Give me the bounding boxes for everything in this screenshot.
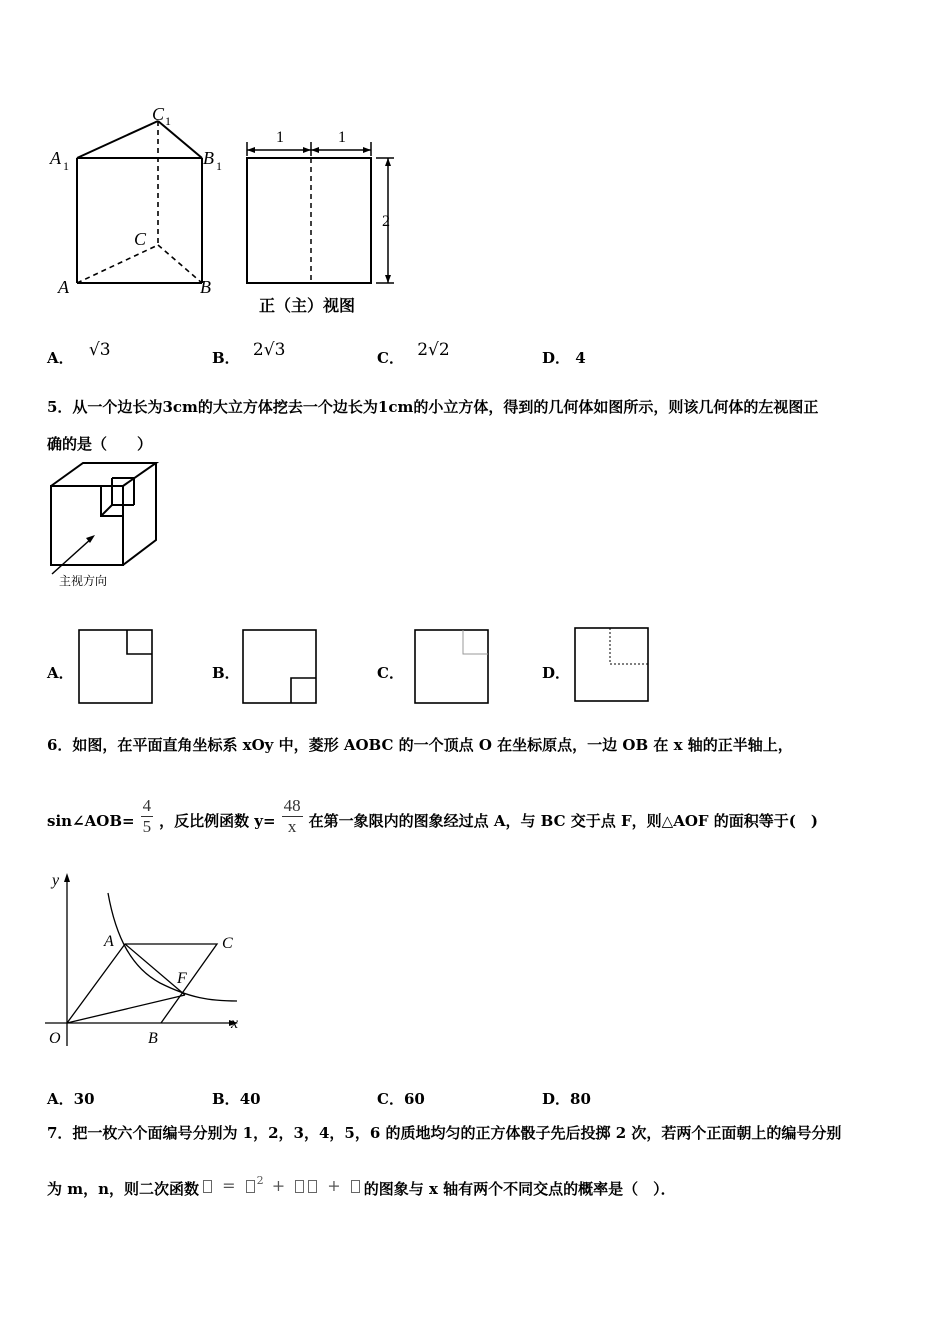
q6-option-a[interactable]	[47, 1088, 95, 1109]
fraction-4-5	[141, 796, 154, 837]
label-B1-sub: 1	[216, 159, 222, 173]
option-letter: C．	[377, 349, 404, 367]
option-value: 80	[570, 1090, 591, 1108]
q4-front-view-figure	[236, 120, 406, 320]
option-letter: A．	[47, 349, 74, 367]
q4-option-c[interactable]	[377, 340, 450, 368]
dim-height: 2	[382, 213, 390, 230]
dim-right: 1	[338, 129, 346, 146]
q5-option-d-figure	[574, 627, 650, 703]
q6-option-b[interactable]	[212, 1088, 261, 1109]
label-C1-sub: 1	[165, 114, 171, 128]
q7-question-line2	[47, 1174, 676, 1199]
option-letter: C．	[377, 664, 404, 682]
frac-numerator: 4	[142, 796, 152, 815]
q6-question-line2	[47, 796, 818, 837]
frac-denominator: 5	[142, 817, 152, 836]
q7-line2-suffix: 的图象与 x 轴有两个不同交点的概率是（ ）．	[363, 1180, 676, 1198]
axis-label-x: x	[231, 1015, 239, 1032]
option-value: 40	[239, 1090, 261, 1108]
q5-option-b-figure	[242, 629, 318, 705]
formula-plus-1: +	[271, 1175, 286, 1195]
quadratic-formula	[201, 1174, 362, 1194]
rhombus-graph	[40, 868, 250, 1053]
q4-option-b[interactable]	[212, 340, 286, 368]
option-value: 2√3	[252, 340, 286, 360]
q5-option-c-figure	[414, 629, 490, 705]
q4-prism-figure	[40, 100, 240, 300]
formula-equals: =	[222, 1175, 236, 1195]
point-A: A	[104, 933, 114, 950]
frac-numerator: 48	[283, 796, 301, 815]
option-letter: D．	[542, 1090, 571, 1108]
view-direction-caption: 主视方向	[59, 574, 108, 588]
fraction-48-x	[282, 796, 303, 837]
formula-exponent: 2	[256, 1174, 264, 1188]
option-letter: A．	[47, 1090, 74, 1108]
q5-option-b[interactable]	[212, 662, 240, 683]
point-C: C	[222, 935, 233, 952]
point-B: B	[148, 1030, 158, 1047]
q5-question-line1: 5．从一个边长为3cm的大立方体挖去一个边长为1cm的小立方体，得到的几何体如图所示，则该几何体的左视图正	[47, 398, 819, 416]
formula-plus-2: +	[327, 1175, 341, 1195]
q6-option-d[interactable]	[542, 1088, 591, 1109]
glyph-placeholder-icon	[203, 1180, 212, 1193]
q6-tail-text: 在第一象限内的图象经过点 A，与 BC 交于点 F，则△AOF 的面积等于( )	[308, 812, 818, 830]
q7-line2-prefix: 为 m，n，则二次函数	[47, 1180, 200, 1198]
axis-label-y: y	[52, 872, 60, 889]
prism-diagram	[40, 100, 240, 300]
front-view-diagram	[236, 120, 406, 320]
q6-option-c[interactable]	[377, 1088, 425, 1109]
option-letter: B．	[212, 664, 240, 682]
label-A1-sub: 1	[63, 159, 69, 173]
dim-left: 1	[276, 129, 284, 146]
q5-option-c[interactable]	[377, 662, 404, 683]
option-letter: B．	[212, 349, 240, 367]
frac-denominator: x	[287, 817, 297, 836]
q5-option-a-figure	[78, 629, 154, 705]
option-letter: D．	[542, 349, 571, 367]
q6-question-line1: 6．如图，在平面直角坐标系 xOy 中，菱形 AOBC 的一个顶点 O 在坐标原点，一边 OB 在 x 轴的正半轴上，	[47, 736, 793, 754]
front-view-caption: 正（主）视图	[259, 296, 356, 315]
option-letter: D．	[542, 664, 571, 682]
label-A: A	[58, 277, 69, 297]
option-letter: C．	[377, 1090, 404, 1108]
option-value: 30	[73, 1090, 95, 1108]
option-letter: B．	[212, 1090, 240, 1108]
q6-graph-figure	[40, 868, 250, 1053]
point-F: F	[177, 970, 187, 987]
q4-option-d[interactable]	[542, 347, 586, 368]
option-value: 2√2	[417, 340, 450, 360]
label-B: B	[200, 277, 211, 297]
label-C1: C	[152, 104, 165, 124]
point-O: O	[49, 1030, 61, 1047]
option-value: √3	[88, 340, 111, 360]
label-C: C	[134, 229, 147, 249]
label-A1: A	[50, 148, 61, 168]
q4-option-a[interactable]	[47, 340, 111, 368]
sin-expression: sin∠AOB=	[47, 811, 135, 830]
label-B1: B	[203, 148, 214, 168]
q5-question-line2: 确的是（ ）	[47, 435, 153, 453]
q6-mid-text: ，反比例函数 y=	[159, 812, 276, 830]
q7-question-line1: 7．把一枚六个面编号分别为 1，2，3，4，5，6 的质地均匀的正方体骰子先后投掷 2 次，若两个正面朝上的编号分别	[47, 1124, 842, 1142]
glyph-placeholder-icon	[308, 1180, 317, 1193]
option-value: 4	[575, 349, 586, 367]
glyph-placeholder-icon	[351, 1180, 360, 1193]
glyph-placeholder-icon	[246, 1180, 255, 1193]
glyph-placeholder-icon	[295, 1180, 304, 1193]
q5-option-d[interactable]	[542, 662, 570, 683]
option-letter: A．	[47, 664, 74, 682]
q5-option-a[interactable]	[47, 662, 74, 683]
option-value: 60	[403, 1090, 425, 1108]
